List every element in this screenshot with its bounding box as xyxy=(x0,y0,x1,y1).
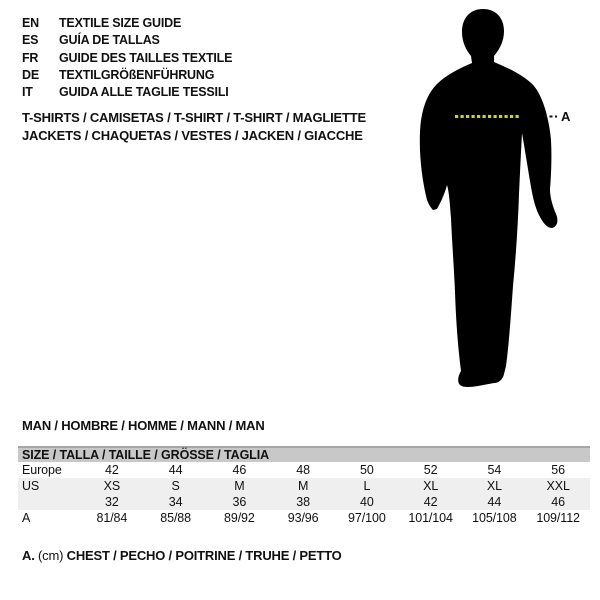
size-cell: 34 xyxy=(144,494,208,510)
language-title: GUIDA ALLE TAGLIE TESSILI xyxy=(59,85,229,99)
size-cell: 44 xyxy=(168,463,183,477)
size-cell: XL xyxy=(463,478,527,494)
size-table-header-row xyxy=(18,447,590,462)
footnote-text: CHEST / PECHO / POITRINE / TRUHE / PETTO xyxy=(66,548,342,563)
size-cell: 46 xyxy=(232,463,247,477)
language-code: FR xyxy=(22,50,39,65)
size-cell: 93/96 xyxy=(287,511,319,525)
language-title-list xyxy=(22,15,232,101)
man-silhouette xyxy=(398,0,600,400)
size-cell: 48 xyxy=(296,463,310,477)
size-cell: 97/100 xyxy=(348,511,386,525)
language-title: GUIDE DES TAILLES TEXTILE xyxy=(59,50,233,65)
language-title: GUÍA DE TALLAS xyxy=(59,33,160,48)
size-cell: 52 xyxy=(423,463,438,477)
language-title: TEXTILE SIZE GUIDE xyxy=(59,16,182,30)
language-title: TEXTILGRÖßENFÜHRUNG xyxy=(59,67,215,82)
table-row-europe xyxy=(18,462,590,478)
language-code: IT xyxy=(22,85,33,99)
size-cell: L xyxy=(335,478,399,494)
size-table-header: SIZE / TALLA / TAILLE / GRÖSSE / TAGLIA xyxy=(18,447,590,462)
measure-label-a: A xyxy=(561,109,571,124)
size-cell: XS xyxy=(80,478,144,494)
language-code: EN xyxy=(22,16,39,30)
size-cell: 42 xyxy=(105,463,119,477)
size-cell: 89/92 xyxy=(223,511,255,525)
size-cell: 42 xyxy=(399,494,463,510)
size-cell: M xyxy=(208,478,272,494)
size-cell: 38 xyxy=(271,494,335,510)
language-row-it xyxy=(22,84,232,101)
size-cell: 46 xyxy=(526,494,590,510)
size-cell: 101/104 xyxy=(408,511,453,525)
row-label: Europe xyxy=(22,463,62,477)
size-cell: 105/108 xyxy=(472,511,517,525)
row-label: A xyxy=(22,511,31,525)
size-cell: 56 xyxy=(551,463,565,477)
language-code: ES xyxy=(22,33,39,48)
size-cell: 32 xyxy=(80,494,144,510)
language-row-de xyxy=(22,67,232,84)
footnote-unit: (cm) xyxy=(38,548,67,563)
table-row-us xyxy=(18,478,590,494)
category-line-jackets: JACKETS / CHAQUETAS / VESTES / JACKEN / GIACCHE xyxy=(22,127,363,143)
size-cell: XL xyxy=(399,478,463,494)
language-row-es xyxy=(22,32,232,49)
size-cell: S xyxy=(144,478,208,494)
row-label xyxy=(18,494,80,510)
size-cell: 85/88 xyxy=(160,511,192,525)
garment-category-lines xyxy=(22,109,366,144)
size-cell: 36 xyxy=(208,494,272,510)
size-cell: XXL xyxy=(526,478,590,494)
table-row-numeric xyxy=(18,494,590,510)
size-cell: 81/84 xyxy=(96,511,128,525)
table-row-chest-a xyxy=(18,510,590,526)
size-cell: 50 xyxy=(360,463,374,477)
size-cell: 54 xyxy=(487,463,502,477)
size-cell: 109/112 xyxy=(536,511,580,525)
size-cell: 40 xyxy=(335,494,399,510)
language-code: DE xyxy=(22,67,39,82)
size-cell: 44 xyxy=(463,494,527,510)
section-heading-man: MAN / HOMBRE / HOMME / MANN / MAN xyxy=(22,418,265,433)
language-row-en xyxy=(22,15,232,32)
measurement-footnote xyxy=(22,547,342,564)
man-silhouette-shape xyxy=(420,9,558,387)
footnote-measure-key: A. xyxy=(22,548,39,563)
category-line-tshirts: T-SHIRTS / CAMISETAS / T-SHIRT / T-SHIRT / MAGLIETTE xyxy=(22,110,366,125)
language-row-fr xyxy=(22,50,232,67)
size-table xyxy=(18,446,590,526)
size-cell: M xyxy=(271,478,335,494)
row-label: US xyxy=(18,478,80,494)
